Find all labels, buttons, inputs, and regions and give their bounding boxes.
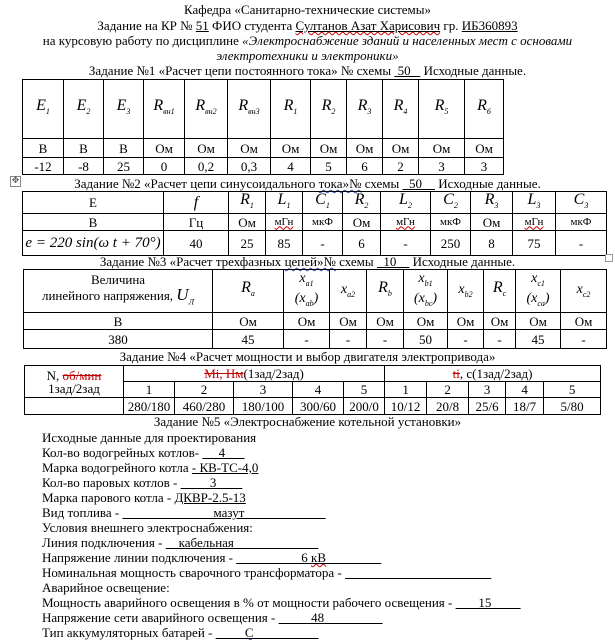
task1-value-cell: -12 xyxy=(23,158,64,175)
task2-unit-row xyxy=(23,214,607,231)
task2-value-cell: - xyxy=(381,231,431,256)
task3-unit-cell: Ом xyxy=(213,313,284,330)
line-voltage-header xyxy=(24,270,213,313)
task4-value-cell: 5/80 xyxy=(544,398,601,415)
task4-title: Задание №4 «Расчет мощности и выбор двигателя электропривода» xyxy=(119,349,496,364)
task4-value-cell: 25/6 xyxy=(469,398,506,415)
task3-value-cell: 50 xyxy=(404,330,448,349)
speed-header-line2: 1зад/2зад xyxy=(48,380,100,396)
steam-boiler-model-value: ДКВР-2.5-13 xyxy=(174,490,246,505)
task1-value-cell: 0,3 xyxy=(228,158,271,175)
task4-value-cell: 200/0 xyxy=(344,398,385,415)
design-data-heading: Исходные данные для проектирования xyxy=(42,430,257,445)
task1-value-cell: 25 xyxy=(104,158,144,175)
task2-value-cell: 6 xyxy=(343,231,381,256)
external-power-heading: Условия внешнего электроснабжения: xyxy=(42,520,253,535)
task2-header-cell: f xyxy=(164,192,229,214)
task3-unit-cell: Ом xyxy=(330,313,367,330)
task1-unit-cell: Ом xyxy=(185,139,228,158)
task4-index-cell: 5 xyxy=(544,382,601,398)
task4-value-cell: 460/280 xyxy=(175,398,234,415)
connection-voltage-value: 6 кВ xyxy=(236,550,327,565)
task2-value-row xyxy=(23,231,607,256)
task3-value-cell: - xyxy=(284,330,330,349)
group-label: гр. xyxy=(443,18,459,33)
task1-header-cell: $R_4$ xyxy=(383,80,419,139)
connection-line-value: кабельная xyxy=(165,535,319,550)
task3-value-cell: 380 xyxy=(24,330,213,349)
task3-unit-cell: В xyxy=(24,313,213,330)
task4-index-cell: 5 xyxy=(344,382,385,398)
battery-type-value: С xyxy=(244,625,254,640)
task1-unit-cell: Ом xyxy=(271,139,311,158)
group-value: ИБ360893 xyxy=(461,18,518,33)
task4-value-cell: 20/8 xyxy=(427,398,469,415)
task2-unit-cell: мкФ xyxy=(431,214,471,231)
fuel-type-value: мазут xyxy=(122,505,326,520)
task3-title xyxy=(0,254,615,270)
hot-water-boiler-model: Марка водогрейного котла - КВ-ТС-4,0 xyxy=(42,460,259,475)
task4-index-cell: 3 xyxy=(469,382,506,398)
task1-table xyxy=(22,79,504,175)
task2-value-cell: 75 xyxy=(513,231,556,256)
task2-table xyxy=(22,191,607,256)
department-title: Кафедра «Санитарно-технические системы» xyxy=(184,2,431,17)
task4-value-cell: 180/100 xyxy=(234,398,293,415)
task1-value-cell: 5 xyxy=(311,158,347,175)
assignment-line xyxy=(0,18,615,34)
task1-title xyxy=(0,63,615,79)
task1-unit-cell: Ом xyxy=(383,139,419,158)
battery-type: Тип аккумуляторных батарей - С xyxy=(42,625,319,640)
emergency-lighting-power-value: 15 xyxy=(455,595,521,610)
task1-unit-cell: Ом xyxy=(465,139,504,158)
task3-unit-cell: Ом xyxy=(404,313,448,330)
task1-unit-cell: В xyxy=(104,139,144,158)
welding-transformer-power-value[interactable] xyxy=(345,565,491,580)
task4-speed-value xyxy=(25,398,124,415)
task3-scheme-value: 10 xyxy=(383,254,397,269)
task3-header-cell: $x_{a2}$ xyxy=(330,270,367,313)
task2-value-cell: 85 xyxy=(266,231,303,256)
task2-value-cell: - xyxy=(303,231,343,256)
task3-unit-cell: Ом xyxy=(367,313,404,330)
task2-header-cell: E xyxy=(23,192,164,214)
emergency-lighting-heading: Аварийное освещение: xyxy=(42,580,170,595)
task1-title-text: Задание №1 «Расчет цепи постоянного тока» № схемы xyxy=(88,63,392,78)
hot-water-boilers-count: Кол-во водогрейных котлов- 4 xyxy=(42,445,245,460)
task3-table xyxy=(23,269,607,349)
task1-unit-cell: Ом xyxy=(347,139,383,158)
task2-title-suffix: Исходные данные. xyxy=(438,176,541,191)
task3-value-cell: 45 xyxy=(213,330,284,349)
task2-header-cell: $C_3$ xyxy=(556,192,607,214)
task2-title-mid: тока»№ xyxy=(318,176,362,191)
task1-header-cell: $R_{вн3}$ xyxy=(228,80,271,139)
task3-value-cell: - xyxy=(448,330,484,349)
task1-value-row xyxy=(23,158,504,175)
task1-title-suffix: Исходные данные. xyxy=(423,63,527,78)
task2-scheme xyxy=(403,176,436,191)
task2-unit-cell: Гц xyxy=(164,214,229,231)
task3-unit-cell: Ом xyxy=(516,313,561,330)
task3-value-cell: - xyxy=(561,330,607,349)
steam-boilers-count-value: 3 xyxy=(180,475,243,490)
task2-unit-cell: Ом xyxy=(229,214,266,231)
task1-value-cell: 6 xyxy=(347,158,383,175)
student-name xyxy=(296,18,441,33)
task1-value-cell: 0,2 xyxy=(185,158,228,175)
course-name-part1: «Электроснабжение зданий и населенных мест с основами xyxy=(242,33,573,48)
task1-unit-cell: В xyxy=(23,139,64,158)
task2-header-cell: $C_2$ xyxy=(431,192,471,214)
emergency-lighting-voltage-value: 48 xyxy=(278,610,383,625)
task2-unit-cell: мГн xyxy=(513,214,556,231)
task1-symbol-row xyxy=(23,80,504,139)
task1-header-cell: $R_2$ xyxy=(311,80,347,139)
task3-header-cell: $R_c$ xyxy=(484,270,516,313)
task4-index-cell: 4 xyxy=(293,382,344,398)
task4-index-cell: 1 xyxy=(124,382,175,398)
task3-value-row xyxy=(24,330,607,349)
speed-header xyxy=(25,366,124,398)
task3-symbol-row xyxy=(24,270,607,313)
task3-value-cell: - xyxy=(330,330,367,349)
task1-unit-row xyxy=(23,139,504,158)
task1-unit-cell: В xyxy=(64,139,104,158)
line-voltage-label-2: линейного напряжения, $U_Л$ xyxy=(41,285,194,307)
hot-water-boiler-model-value: - КВ-ТС-4,0 xyxy=(191,460,259,475)
task2-header-cell: $L_3$ xyxy=(513,192,556,214)
course-line xyxy=(0,33,615,49)
task1-value-cell: 4 xyxy=(271,158,311,175)
task4-index-cell: 2 xyxy=(175,382,234,398)
task3-title-rest: схемы xyxy=(339,254,374,269)
line-voltage-label-1: Величина xyxy=(90,272,146,288)
course-name-part2: электротехники и электроники» xyxy=(216,48,399,63)
task3-unit-row xyxy=(24,313,607,330)
task1-scheme-value: 50 xyxy=(397,63,411,78)
time-group-header: ti, с(1зад/2зад) xyxy=(385,366,601,382)
task1-value-cell: -8 xyxy=(64,158,104,175)
task3-title-suffix: Исходные данные. xyxy=(412,254,516,269)
task3-value-cell: - xyxy=(484,330,516,349)
task2-title xyxy=(0,176,615,192)
task1-header-cell: $R_3$ xyxy=(347,80,383,139)
task3-scheme xyxy=(377,254,410,269)
task1-value-cell: 0 xyxy=(144,158,185,175)
task2-unit-cell: мкФ xyxy=(303,214,343,231)
task1-header-cell: $E_2$ xyxy=(64,80,104,139)
task1-unit-cell: Ом xyxy=(144,139,185,158)
task5-title: Задание №5 «Электроснабжение котельной установки» xyxy=(153,414,462,429)
task4-index-cell: 3 xyxy=(234,382,293,398)
task2-value-cell: 250 xyxy=(431,231,471,256)
task2-unit-cell: В xyxy=(23,214,164,231)
student-label: ФИО студента xyxy=(212,18,293,33)
task3-unit-cell: Ом xyxy=(448,313,484,330)
task4-table xyxy=(24,365,601,415)
steam-boiler-model: Марка парового котла - ДКВР-2.5-13 xyxy=(42,490,246,505)
emergency-lighting-voltage: Напряжение сети аварийного освещения - 48 xyxy=(42,610,383,625)
task3-value-cell: 45 xyxy=(516,330,561,349)
task2-scheme-value: 50 xyxy=(409,176,422,191)
task1-value-cell: 3 xyxy=(465,158,504,175)
task3-header-cell: $R_a$ xyxy=(213,270,284,313)
task1-header-cell: $R_5$ xyxy=(419,80,465,139)
task4-index-cell: 2 xyxy=(427,382,469,398)
task1-header-cell: $E_1$ xyxy=(23,80,64,139)
welding-transformer-power: Номинальная мощность сварочного трансформатора - xyxy=(42,565,491,580)
task3-title-mid: цепей»№ xyxy=(284,254,336,269)
task2-header-cell: $L_2$ xyxy=(381,192,431,214)
task2-header-cell: $R_1$ xyxy=(229,192,266,214)
task2-title-rest: схемы xyxy=(364,176,400,191)
task3-header-cell: $x_{c2}$ xyxy=(561,270,607,313)
steam-boilers-count: Кол-во паровых котлов - 3 xyxy=(42,475,243,490)
task4-index-cell: 1 xyxy=(385,382,427,398)
task2-header-cell: $C_1$ xyxy=(303,192,343,214)
emf-formula: e = 220 sin(ω t + 70°) xyxy=(23,231,164,256)
task1-value-cell: 3 xyxy=(419,158,465,175)
task4-group-row xyxy=(25,366,601,382)
task2-unit-cell: Ом xyxy=(343,214,381,231)
fuel-type: Вид топлива - мазут xyxy=(42,505,326,520)
task3-unit-cell: Ом xyxy=(284,313,330,330)
task4-value-cell: 300/60 xyxy=(293,398,344,415)
task4-value-cell: 18/7 xyxy=(506,398,544,415)
task2-unit-cell: мкФ xyxy=(556,214,607,231)
task4-index-cell: 4 xyxy=(506,382,544,398)
task3-header-cell: $R_b$ xyxy=(367,270,404,313)
assignment-prefix: Задание на КР № xyxy=(97,18,193,33)
assignment-number: 51 xyxy=(195,18,209,33)
task3-header-cell: $x_{b2}$ xyxy=(448,270,484,313)
task2-symbol-row xyxy=(23,192,607,214)
student-name-text: Султанов Азат Харисович xyxy=(295,18,441,33)
connection-line: Линия подключения - кабельная xyxy=(42,535,319,550)
task1-unit-cell: Ом xyxy=(228,139,271,158)
task2-header-cell: $R_3$ xyxy=(471,192,513,214)
task3-unit-cell: Ом xyxy=(561,313,607,330)
task1-header-cell: $R_{вн2}$ xyxy=(185,80,228,139)
torque-group-header: Mi, Нм(1зад/2зад) xyxy=(124,366,385,382)
task1-scheme xyxy=(394,63,420,78)
task1-value-cell: 2 xyxy=(383,158,419,175)
speed-header-line1: N, об/мин xyxy=(46,367,102,383)
task1-header-cell: $R_1$ xyxy=(271,80,311,139)
task3-header-cell: $x_{c1}$ $(x_{ca})$ xyxy=(516,270,561,313)
task1-header-cell: $R_{вн1}$ xyxy=(144,80,185,139)
connection-voltage: Напряжение линии подключения - 6 кВ xyxy=(42,550,381,565)
task4-value-row xyxy=(25,398,601,415)
task1-unit-cell: Ом xyxy=(419,139,465,158)
task1-header-cell: $R_6$ xyxy=(465,80,504,139)
task2-value-cell: 25 xyxy=(229,231,266,256)
task4-value-cell: 280/180 xyxy=(124,398,175,415)
task1-header-cell: $E_3$ xyxy=(104,80,144,139)
task3-unit-cell: Ом xyxy=(484,313,516,330)
task2-value-cell: 8 xyxy=(471,231,513,256)
task3-title-text: Задание №3 «Расчет трехфазных xyxy=(99,254,282,269)
task2-header-cell: $L_1$ xyxy=(266,192,303,214)
task1-unit-cell: Ом xyxy=(311,139,347,158)
hot-water-boilers-count-value: 4 xyxy=(202,445,245,460)
task2-value-cell: - xyxy=(556,231,607,256)
task2-title-text: Задание №2 «Расчет цепи синусоидального xyxy=(74,176,316,191)
task4-value-cell: 10/12 xyxy=(385,398,427,415)
task3-value-cell: - xyxy=(367,330,404,349)
task2-unit-cell: мГн xyxy=(266,214,303,231)
task2-unit-cell: Ом xyxy=(471,214,513,231)
task2-value-cell: 40 xyxy=(164,231,229,256)
table-move-handle-icon[interactable]: ✥ xyxy=(11,176,20,186)
task2-unit-cell: мГн xyxy=(381,214,431,231)
emergency-lighting-power: Мощность аварийного освещения в % от мощности рабочего освещения - 15 xyxy=(42,595,521,610)
task3-header-cell: $x_{b1}$ $(x_{bc})$ xyxy=(404,270,448,313)
course-prefix: на курсовую работу по дисциплине xyxy=(42,33,239,48)
task3-header-cell: $x_{a1}$ $(x_{ab})$ xyxy=(284,270,330,313)
task2-header-cell: $R_2$ xyxy=(343,192,381,214)
